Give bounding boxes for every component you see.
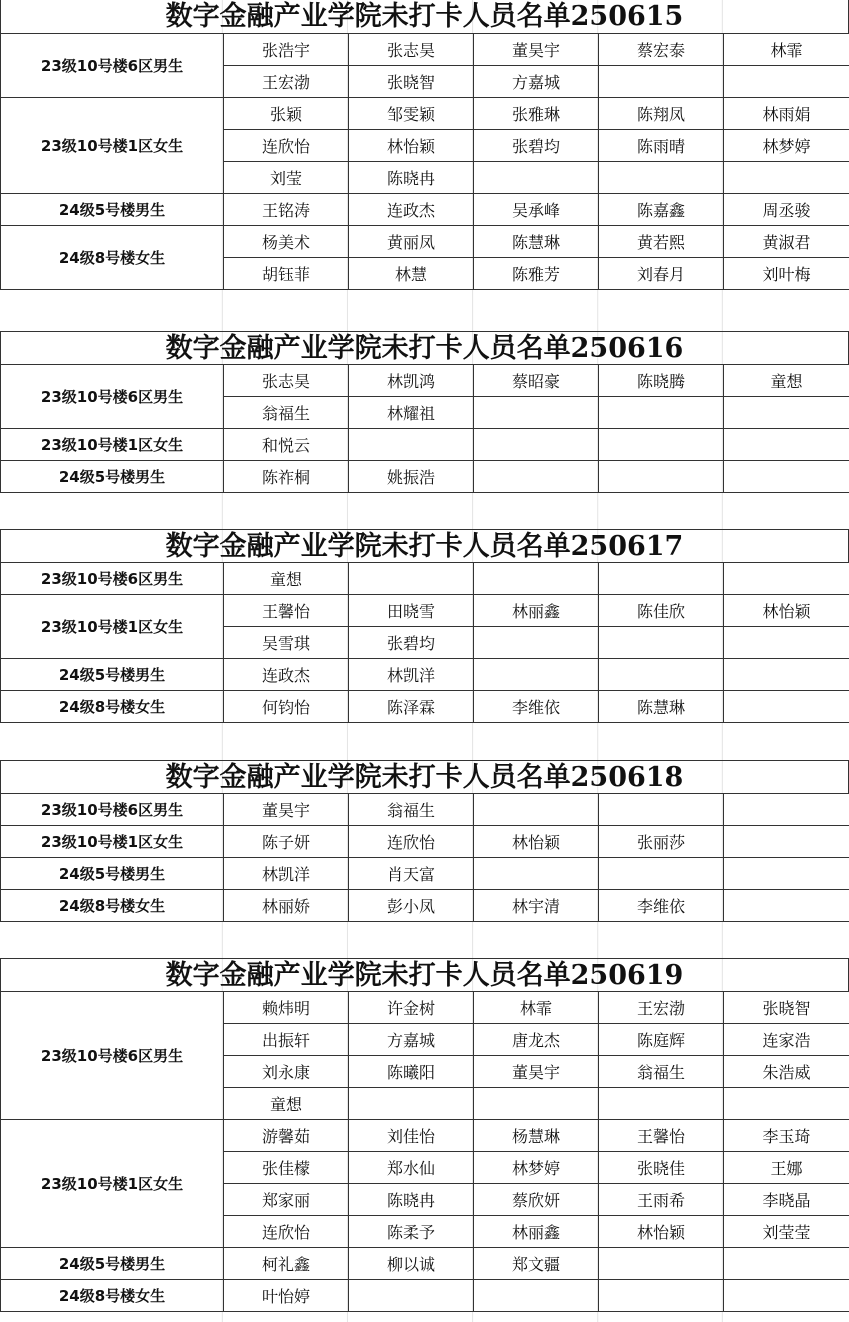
student-name-cell: 周丞骏	[724, 194, 849, 226]
student-name-cell	[599, 794, 724, 826]
student-name-cell: 杨慧琳	[474, 1120, 599, 1152]
student-name-cell: 王宏渤	[224, 66, 349, 98]
student-name-cell	[349, 1088, 474, 1120]
student-name-cell: 王娜	[724, 1152, 849, 1184]
table-row	[1, 1120, 849, 1152]
student-name-cell: 柳以诚	[349, 1248, 474, 1280]
table-row	[1, 1280, 849, 1312]
student-name-cell	[474, 627, 599, 659]
table-row	[1, 34, 849, 66]
student-name-cell: 林梦婷	[474, 1152, 599, 1184]
roster-table	[0, 33, 849, 290]
student-name-cell: 胡钰菲	[224, 258, 349, 290]
roster-title: 数字金融产业学院未打卡人员名单250615	[0, 0, 849, 33]
student-name-cell: 张佳檬	[224, 1152, 349, 1184]
student-name-cell: 连政杰	[349, 194, 474, 226]
student-name-cell: 陈佳欣	[599, 595, 724, 627]
student-name-cell: 姚振浩	[349, 461, 474, 493]
student-name-cell	[599, 1088, 724, 1120]
student-name-cell: 郑水仙	[349, 1152, 474, 1184]
group-label: 24级5号楼男生	[1, 461, 224, 493]
student-name-cell: 林丽鑫	[474, 595, 599, 627]
student-name-cell	[474, 659, 599, 691]
table-row	[1, 992, 849, 1024]
student-name-cell: 陈晓冉	[349, 1184, 474, 1216]
student-name-cell	[724, 397, 849, 429]
student-name-cell	[349, 429, 474, 461]
roster-table	[0, 364, 849, 493]
group-label: 24级8号楼女生	[1, 1280, 224, 1312]
student-name-cell: 陈晓冉	[349, 162, 474, 194]
student-name-cell: 林霏	[724, 34, 849, 66]
student-name-cell: 蔡昭豪	[474, 365, 599, 397]
student-name-cell: 刘叶梅	[724, 258, 849, 290]
student-name-cell	[724, 461, 849, 493]
student-name-cell: 刘莹	[224, 162, 349, 194]
student-name-cell: 黄若熙	[599, 226, 724, 258]
student-name-cell: 王雨希	[599, 1184, 724, 1216]
student-name-cell: 出振轩	[224, 1024, 349, 1056]
student-name-cell	[599, 659, 724, 691]
student-name-cell: 陈嘉鑫	[599, 194, 724, 226]
student-name-cell: 连欣怡	[224, 130, 349, 162]
student-name-cell: 叶怡婷	[224, 1280, 349, 1312]
student-name-cell: 蔡欣妍	[474, 1184, 599, 1216]
student-name-cell: 王馨怡	[599, 1120, 724, 1152]
table-row	[1, 563, 849, 595]
student-name-cell: 翁福生	[349, 794, 474, 826]
table-row	[1, 794, 849, 826]
student-name-cell	[724, 826, 849, 858]
student-name-cell: 张浩宇	[224, 34, 349, 66]
group-label: 24级5号楼男生	[1, 659, 224, 691]
student-name-cell: 林丽娇	[224, 890, 349, 922]
table-row	[1, 659, 849, 691]
student-name-cell	[474, 397, 599, 429]
student-name-cell: 陈雨晴	[599, 130, 724, 162]
student-name-cell: 邹雯颖	[349, 98, 474, 130]
student-name-cell: 方嘉城	[474, 66, 599, 98]
roster-block	[0, 760, 849, 922]
student-name-cell: 陈晓腾	[599, 365, 724, 397]
group-label: 23级10号楼1区女生	[1, 98, 224, 194]
student-name-cell: 王铭涛	[224, 194, 349, 226]
student-name-cell: 张雅琳	[474, 98, 599, 130]
student-name-cell: 陈祚桐	[224, 461, 349, 493]
student-name-cell	[349, 1280, 474, 1312]
student-name-cell	[724, 691, 849, 723]
student-name-cell	[474, 794, 599, 826]
student-name-cell	[724, 627, 849, 659]
table-row	[1, 429, 849, 461]
student-name-cell: 陈庭辉	[599, 1024, 724, 1056]
roster-title: 数字金融产业学院未打卡人员名单250616	[0, 331, 849, 364]
group-label: 23级10号楼6区男生	[1, 992, 224, 1120]
student-name-cell: 王馨怡	[224, 595, 349, 627]
table-row	[1, 595, 849, 627]
student-name-cell	[599, 627, 724, 659]
roster-title: 数字金融产业学院未打卡人员名单250618	[0, 760, 849, 793]
student-name-cell	[474, 1088, 599, 1120]
student-name-cell: 张丽莎	[599, 826, 724, 858]
student-name-cell	[724, 858, 849, 890]
student-name-cell: 董昊宇	[474, 1056, 599, 1088]
student-name-cell: 林怡颖	[599, 1216, 724, 1248]
group-label: 23级10号楼6区男生	[1, 563, 224, 595]
student-name-cell: 陈泽霖	[349, 691, 474, 723]
student-name-cell	[724, 1280, 849, 1312]
table-row	[1, 194, 849, 226]
student-name-cell: 郑家丽	[224, 1184, 349, 1216]
roster-block	[0, 331, 849, 493]
student-name-cell: 林凯洋	[224, 858, 349, 890]
student-name-cell: 陈曦阳	[349, 1056, 474, 1088]
student-name-cell: 林耀祖	[349, 397, 474, 429]
student-name-cell: 董昊宇	[474, 34, 599, 66]
student-name-cell: 陈雅芳	[474, 258, 599, 290]
student-name-cell: 林凯鸿	[349, 365, 474, 397]
group-label: 23级10号楼6区男生	[1, 794, 224, 826]
student-name-cell: 杨美术	[224, 226, 349, 258]
table-row	[1, 826, 849, 858]
student-name-cell: 方嘉城	[349, 1024, 474, 1056]
student-name-cell: 郑文疆	[474, 1248, 599, 1280]
table-row	[1, 691, 849, 723]
roster-block	[0, 958, 849, 1312]
table-row	[1, 890, 849, 922]
student-name-cell: 童想	[224, 563, 349, 595]
student-name-cell	[599, 563, 724, 595]
student-name-cell	[724, 563, 849, 595]
roster-block	[0, 0, 849, 290]
roster-table	[0, 793, 849, 922]
student-name-cell: 张志昊	[349, 34, 474, 66]
student-name-cell	[599, 429, 724, 461]
student-name-cell	[474, 563, 599, 595]
group-label: 24级8号楼女生	[1, 691, 224, 723]
student-name-cell: 连欣怡	[224, 1216, 349, 1248]
group-label: 24级5号楼男生	[1, 858, 224, 890]
group-label: 23级10号楼6区男生	[1, 34, 224, 98]
roster-block	[0, 529, 849, 723]
student-name-cell: 吴雪琪	[224, 627, 349, 659]
student-name-cell: 张颖	[224, 98, 349, 130]
student-name-cell: 游馨茹	[224, 1120, 349, 1152]
student-name-cell: 唐龙杰	[474, 1024, 599, 1056]
student-name-cell	[599, 461, 724, 493]
student-name-cell	[724, 1248, 849, 1280]
student-name-cell	[724, 659, 849, 691]
student-name-cell	[599, 1248, 724, 1280]
student-name-cell	[599, 1280, 724, 1312]
student-name-cell: 彭小凤	[349, 890, 474, 922]
student-name-cell	[724, 794, 849, 826]
student-name-cell: 吴承峰	[474, 194, 599, 226]
group-label: 24级5号楼男生	[1, 194, 224, 226]
student-name-cell: 翁福生	[224, 397, 349, 429]
student-name-cell	[599, 858, 724, 890]
roster-title: 数字金融产业学院未打卡人员名单250617	[0, 529, 849, 562]
student-name-cell	[474, 429, 599, 461]
student-name-cell: 林慧	[349, 258, 474, 290]
table-row	[1, 365, 849, 397]
student-name-cell: 张晓智	[349, 66, 474, 98]
student-name-cell: 刘永康	[224, 1056, 349, 1088]
table-row	[1, 461, 849, 493]
student-name-cell	[599, 66, 724, 98]
student-name-cell: 陈翔凤	[599, 98, 724, 130]
student-name-cell: 张晓智	[724, 992, 849, 1024]
student-name-cell	[474, 1280, 599, 1312]
student-name-cell: 董昊宇	[224, 794, 349, 826]
student-name-cell: 朱浩威	[724, 1056, 849, 1088]
roster-table	[0, 562, 849, 723]
student-name-cell: 李维依	[474, 691, 599, 723]
student-name-cell: 童想	[724, 365, 849, 397]
student-name-cell	[474, 461, 599, 493]
student-name-cell: 翁福生	[599, 1056, 724, 1088]
student-name-cell: 黄丽凤	[349, 226, 474, 258]
table-row	[1, 1248, 849, 1280]
student-name-cell: 连欣怡	[349, 826, 474, 858]
student-name-cell: 李玉琦	[724, 1120, 849, 1152]
student-name-cell: 陈慧琳	[599, 691, 724, 723]
student-name-cell: 李维依	[599, 890, 724, 922]
student-name-cell: 刘佳怡	[349, 1120, 474, 1152]
student-name-cell: 陈慧琳	[474, 226, 599, 258]
student-name-cell: 张晓佳	[599, 1152, 724, 1184]
student-name-cell: 林凯洋	[349, 659, 474, 691]
student-name-cell: 张志昊	[224, 365, 349, 397]
student-name-cell: 童想	[224, 1088, 349, 1120]
student-name-cell: 肖天富	[349, 858, 474, 890]
roster-table	[0, 991, 849, 1312]
student-name-cell: 林梦婷	[724, 130, 849, 162]
student-name-cell: 黄淑君	[724, 226, 849, 258]
student-name-cell: 许金树	[349, 992, 474, 1024]
student-name-cell	[724, 429, 849, 461]
student-name-cell: 赖炜明	[224, 992, 349, 1024]
roster-title: 数字金融产业学院未打卡人员名单250619	[0, 958, 849, 991]
student-name-cell	[724, 890, 849, 922]
student-name-cell: 柯礼鑫	[224, 1248, 349, 1280]
student-name-cell: 林怡颖	[474, 826, 599, 858]
table-row	[1, 98, 849, 130]
student-name-cell	[474, 858, 599, 890]
student-name-cell: 张碧均	[349, 627, 474, 659]
student-name-cell: 林宇清	[474, 890, 599, 922]
student-name-cell: 王宏渤	[599, 992, 724, 1024]
student-name-cell	[349, 563, 474, 595]
student-name-cell: 李晓晶	[724, 1184, 849, 1216]
group-label: 24级5号楼男生	[1, 1248, 224, 1280]
group-label: 23级10号楼1区女生	[1, 595, 224, 659]
table-row	[1, 226, 849, 258]
student-name-cell: 田晓雪	[349, 595, 474, 627]
group-label: 23级10号楼1区女生	[1, 429, 224, 461]
student-name-cell	[724, 1088, 849, 1120]
student-name-cell	[724, 66, 849, 98]
student-name-cell: 蔡宏泰	[599, 34, 724, 66]
student-name-cell: 陈柔予	[349, 1216, 474, 1248]
student-name-cell	[599, 397, 724, 429]
student-name-cell: 林霏	[474, 992, 599, 1024]
student-name-cell	[599, 162, 724, 194]
student-name-cell: 何钧怡	[224, 691, 349, 723]
student-name-cell: 林丽鑫	[474, 1216, 599, 1248]
group-label: 24级8号楼女生	[1, 890, 224, 922]
student-name-cell: 连家浩	[724, 1024, 849, 1056]
table-row	[1, 858, 849, 890]
student-name-cell	[474, 162, 599, 194]
student-name-cell: 刘莹莹	[724, 1216, 849, 1248]
group-label: 23级10号楼1区女生	[1, 826, 224, 858]
student-name-cell: 刘春月	[599, 258, 724, 290]
student-name-cell: 张碧均	[474, 130, 599, 162]
student-name-cell: 林怡颖	[724, 595, 849, 627]
student-name-cell: 林雨娟	[724, 98, 849, 130]
student-name-cell: 和悦云	[224, 429, 349, 461]
group-label: 23级10号楼6区男生	[1, 365, 224, 429]
student-name-cell	[724, 162, 849, 194]
group-label: 24级8号楼女生	[1, 226, 224, 290]
student-name-cell: 林怡颖	[349, 130, 474, 162]
group-label: 23级10号楼1区女生	[1, 1120, 224, 1248]
student-name-cell: 连政杰	[224, 659, 349, 691]
student-name-cell: 陈子妍	[224, 826, 349, 858]
